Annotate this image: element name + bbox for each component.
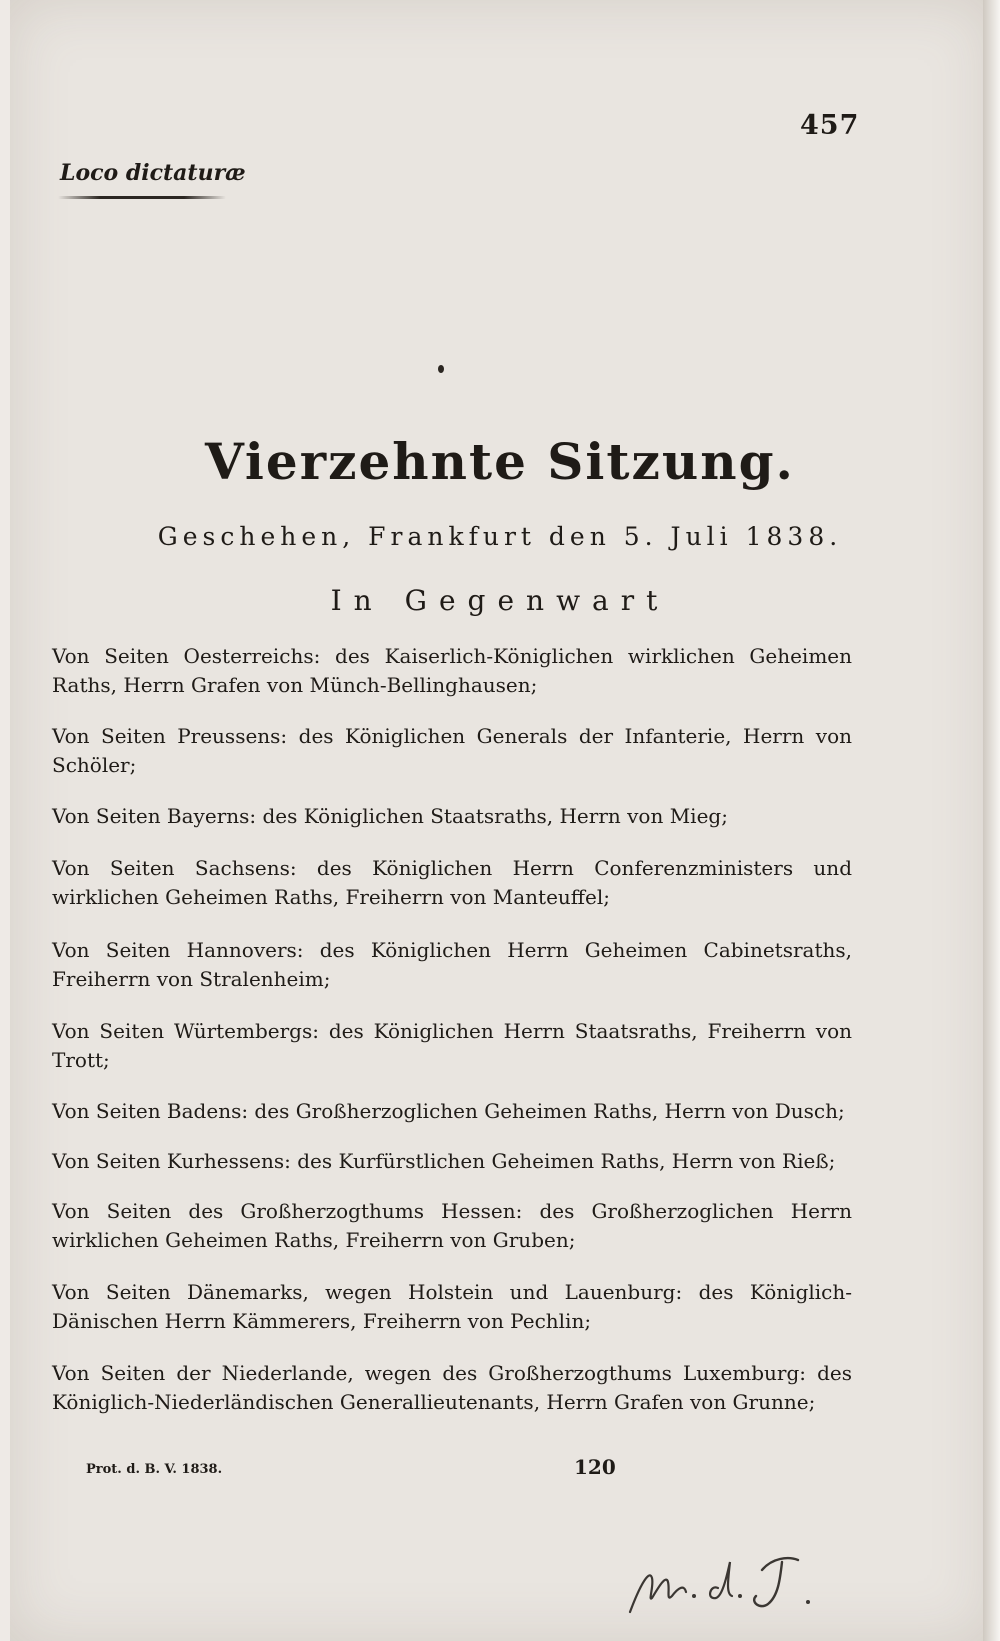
attendee-entry: Von Seiten des Großherzogthums Hessen: des Großherzoglichen Herrn wirklichen Geheimen Raths, Freiherrn von Gruben; — [52, 1199, 852, 1252]
attendee-entry: Von Seiten Hannovers: des Königlichen Herrn Geheimen Cabinetsraths, Freiherrn von Stralenheim; — [52, 938, 852, 991]
marginal-underline — [58, 196, 226, 199]
attendee-entry: Von Seiten Badens: des Großherzoglichen Geheimen Raths, Herrn von Dusch; — [52, 1099, 845, 1123]
sheet-number: 120 — [574, 1455, 616, 1479]
attendee-entry: Von Seiten Bayerns: des Königlichen Staatsraths, Herrn von Mieg; — [52, 804, 728, 828]
attendee-entry: Von Seiten Dänemarks, wegen Holstein und Lauenburg: des Königlich-Dänischen Herrn Kämmerers, Freiherrn von Pechlin; — [52, 1280, 852, 1333]
page-number: 457 — [800, 110, 860, 141]
attendee-entry: Von Seiten Oesterreichs: des Kaiserlich-Königlichen wirklichen Geheimen Raths, Herrn Grafen von Münch-Bellinghausen; — [52, 644, 852, 697]
signature-mark — [622, 1540, 832, 1620]
attendee-entry: Von Seiten Kurhessens: des Kurfürstlichen Geheimen Raths, Herrn von Rieß; — [52, 1149, 836, 1173]
attendee-entry: Von Seiten Preussens: des Königlichen Generals der Infanterie, Herrn von Schöler; — [52, 724, 852, 777]
marginal-note: Loco dictaturæ — [60, 160, 246, 186]
attendee-entry: Von Seiten Würtembergs: des Königlichen Herrn Staatsraths, Freiherrn von Trott; — [52, 1019, 852, 1072]
date-line: Geschehen, Frankfurt den 5. Juli 1838. — [157, 522, 843, 551]
handwritten-signature — [622, 1540, 832, 1620]
attendee-entry: Von Seiten Sachsens: des Königlichen Herrn Conferenzministers und wirklichen Geheimen Raths, Freiherrn von Manteuffel; — [52, 856, 852, 909]
ornament-dot — [438, 365, 444, 373]
attendee-entry: Von Seiten der Niederlande, wegen des Großherzogthums Luxemburg: des Königlich-Niederländischen Generallieutenants, Herrn Grafen von Grunne; — [52, 1361, 852, 1414]
session-title: Vierzehnte Sitzung. — [205, 432, 795, 491]
page-edge — [983, 0, 1000, 1641]
presence-heading: In Gegenwart — [330, 584, 670, 617]
footer-reference: Prot. d. B. V. 1838. — [86, 1462, 223, 1477]
